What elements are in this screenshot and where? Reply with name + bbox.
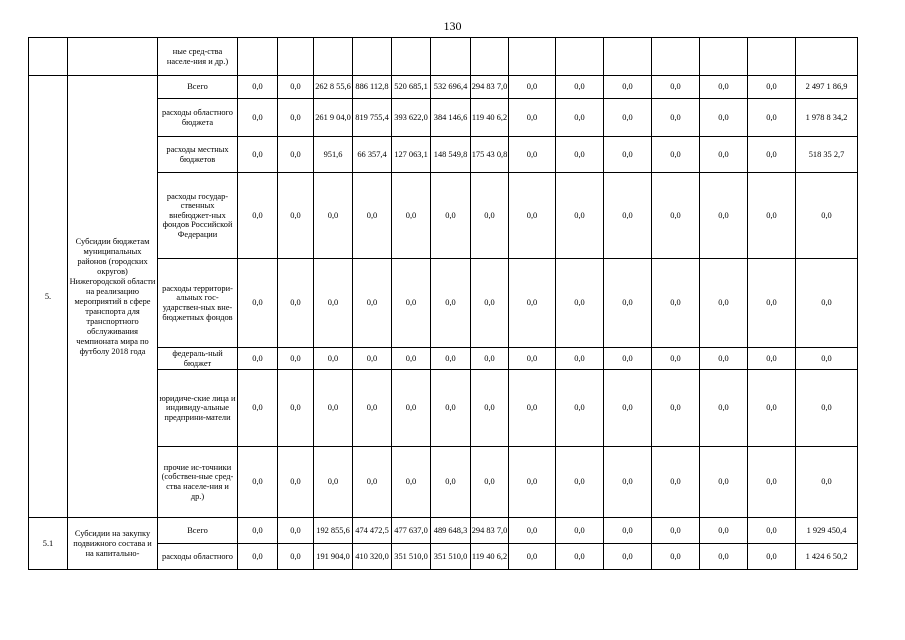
value-cell: 0,0 xyxy=(652,259,700,348)
value-cell: 0,0 xyxy=(700,447,748,518)
source-cell: расходы территори-альных гос-ударствен-ных вне-бюджетных фондов xyxy=(158,259,238,348)
value-cell: 0,0 xyxy=(353,259,392,348)
value-cell: 0,0 xyxy=(604,518,652,544)
value-cell: 0,0 xyxy=(556,259,604,348)
value-cell: 0,0 xyxy=(278,447,314,518)
source-cell: расходы областного xyxy=(158,544,238,570)
value-cell: 477 637,0 xyxy=(392,518,431,544)
value-cell: 0,0 xyxy=(238,76,278,99)
value-cell: 0,0 xyxy=(556,518,604,544)
value-cell xyxy=(431,38,471,76)
value-cell: 0,0 xyxy=(314,259,353,348)
value-cell: 0,0 xyxy=(796,259,858,348)
value-cell: 0,0 xyxy=(353,173,392,259)
value-cell: 0,0 xyxy=(278,370,314,447)
value-cell: 175 43 0,8 xyxy=(471,137,509,173)
value-cell: 351 510,0 xyxy=(431,544,471,570)
value-cell: 0,0 xyxy=(314,348,353,370)
value-cell: 0,0 xyxy=(471,447,509,518)
value-cell xyxy=(652,38,700,76)
value-cell: 0,0 xyxy=(748,348,796,370)
value-cell: 2 497 1 86,9 xyxy=(796,76,858,99)
value-cell: 0,0 xyxy=(700,544,748,570)
value-cell xyxy=(604,38,652,76)
value-cell: 0,0 xyxy=(278,137,314,173)
value-cell: 819 755,4 xyxy=(353,99,392,137)
value-cell: 0,0 xyxy=(431,370,471,447)
value-cell xyxy=(748,38,796,76)
value-cell: 0,0 xyxy=(278,544,314,570)
value-cell: 0,0 xyxy=(238,99,278,137)
value-cell: 0,0 xyxy=(796,447,858,518)
value-cell: 410 320,0 xyxy=(353,544,392,570)
value-cell: 520 685,1 xyxy=(392,76,431,99)
value-cell: 191 904,0 xyxy=(314,544,353,570)
value-cell: 0,0 xyxy=(431,348,471,370)
value-cell: 0,0 xyxy=(700,348,748,370)
value-cell: 0,0 xyxy=(509,259,556,348)
source-cell: юридиче-ские лица и индивиду-альные предприни-матели xyxy=(158,370,238,447)
value-cell: 0,0 xyxy=(700,99,748,137)
value-cell: 0,0 xyxy=(700,76,748,99)
value-cell: 0,0 xyxy=(748,99,796,137)
value-cell: 0,0 xyxy=(471,259,509,348)
value-cell: 0,0 xyxy=(392,447,431,518)
value-cell: 0,0 xyxy=(314,173,353,259)
description-cell xyxy=(68,38,158,76)
value-cell: 0,0 xyxy=(604,348,652,370)
value-cell: 0,0 xyxy=(392,348,431,370)
value-cell: 0,0 xyxy=(604,137,652,173)
value-cell: 0,0 xyxy=(748,137,796,173)
value-cell: 0,0 xyxy=(700,173,748,259)
table-row xyxy=(29,38,858,76)
value-cell: 0,0 xyxy=(471,370,509,447)
value-cell: 0,0 xyxy=(509,137,556,173)
value-cell: 294 83 7,0 xyxy=(471,518,509,544)
value-cell: 0,0 xyxy=(796,348,858,370)
value-cell: 0,0 xyxy=(748,544,796,570)
value-cell: 0,0 xyxy=(748,76,796,99)
value-cell: 0,0 xyxy=(748,447,796,518)
value-cell: 0,0 xyxy=(392,370,431,447)
value-cell: 384 146,6 xyxy=(431,99,471,137)
value-cell: 0,0 xyxy=(556,99,604,137)
value-cell: 0,0 xyxy=(238,370,278,447)
source-cell: прочие ис-точники (собствен-ные сред-ства населе-ния и др.) xyxy=(158,447,238,518)
value-cell: 0,0 xyxy=(604,173,652,259)
value-cell: 0,0 xyxy=(509,99,556,137)
value-cell: 0,0 xyxy=(652,137,700,173)
table-row xyxy=(29,518,858,544)
value-cell: 0,0 xyxy=(556,544,604,570)
value-cell: 886 112,8 xyxy=(353,76,392,99)
value-cell: 0,0 xyxy=(471,173,509,259)
value-cell: 951,6 xyxy=(314,137,353,173)
value-cell: 351 510,0 xyxy=(392,544,431,570)
value-cell xyxy=(556,38,604,76)
source-cell: ные сред-ства населе-ния и др.) xyxy=(158,38,238,76)
value-cell: 0,0 xyxy=(556,370,604,447)
value-cell: 0,0 xyxy=(471,348,509,370)
value-cell xyxy=(314,38,353,76)
value-cell: 0,0 xyxy=(652,518,700,544)
value-cell: 0,0 xyxy=(238,518,278,544)
value-cell: 518 35 2,7 xyxy=(796,137,858,173)
value-cell: 294 83 7,0 xyxy=(471,76,509,99)
value-cell: 0,0 xyxy=(748,518,796,544)
value-cell: 0,0 xyxy=(431,173,471,259)
value-cell: 0,0 xyxy=(652,76,700,99)
value-cell: 0,0 xyxy=(748,370,796,447)
value-cell: 0,0 xyxy=(238,447,278,518)
value-cell: 0,0 xyxy=(604,544,652,570)
value-cell: 0,0 xyxy=(509,544,556,570)
value-cell: 0,0 xyxy=(353,447,392,518)
value-cell: 0,0 xyxy=(238,259,278,348)
value-cell: 0,0 xyxy=(238,173,278,259)
value-cell: 0,0 xyxy=(431,259,471,348)
value-cell: 0,0 xyxy=(652,173,700,259)
index-cell xyxy=(29,38,68,76)
value-cell: 0,0 xyxy=(700,137,748,173)
value-cell: 66 357,4 xyxy=(353,137,392,173)
value-cell: 0,0 xyxy=(556,447,604,518)
value-cell: 0,0 xyxy=(509,348,556,370)
value-cell: 0,0 xyxy=(748,259,796,348)
value-cell: 261 9 04,0 xyxy=(314,99,353,137)
section-index: 5.1 xyxy=(29,518,68,570)
value-cell: 0,0 xyxy=(652,348,700,370)
value-cell: 0,0 xyxy=(509,370,556,447)
value-cell: 0,0 xyxy=(796,173,858,259)
value-cell: 0,0 xyxy=(556,137,604,173)
value-cell: 0,0 xyxy=(392,259,431,348)
value-cell: 0,0 xyxy=(238,348,278,370)
value-cell: 0,0 xyxy=(278,518,314,544)
value-cell: 127 063,1 xyxy=(392,137,431,173)
value-cell: 0,0 xyxy=(431,447,471,518)
value-cell: 1 929 450,4 xyxy=(796,518,858,544)
value-cell: 0,0 xyxy=(604,76,652,99)
value-cell: 0,0 xyxy=(556,76,604,99)
budget-table xyxy=(28,37,858,570)
source-cell: расходы государ-ственных внебюджет-ных фондов Российской Федерации xyxy=(158,173,238,259)
value-cell: 0,0 xyxy=(604,447,652,518)
table-row xyxy=(29,76,858,99)
value-cell: 0,0 xyxy=(556,348,604,370)
value-cell: 0,0 xyxy=(796,370,858,447)
value-cell: 0,0 xyxy=(238,137,278,173)
source-cell: расходы местных бюджетов xyxy=(158,137,238,173)
value-cell: 0,0 xyxy=(652,544,700,570)
value-cell: 0,0 xyxy=(556,173,604,259)
value-cell: 0,0 xyxy=(604,370,652,447)
value-cell: 0,0 xyxy=(509,518,556,544)
value-cell: 0,0 xyxy=(700,259,748,348)
section-description: Субсидии на закупку подвижного состава и на капитально- xyxy=(68,518,158,570)
page-number: 130 xyxy=(443,19,462,33)
value-cell: 0,0 xyxy=(652,99,700,137)
section-description: Субсидии бюджетам муниципальных районов (городских округов) Нижегородской области на реализацию мероприятий в сфере транспорта для транспортного обслуживания чемпионата мира по футболу 2018 года xyxy=(68,76,158,518)
value-cell: 0,0 xyxy=(392,173,431,259)
value-cell xyxy=(509,38,556,76)
value-cell: 262 8 55,6 xyxy=(314,76,353,99)
value-cell: 0,0 xyxy=(314,370,353,447)
value-cell: 0,0 xyxy=(700,370,748,447)
value-cell: 0,0 xyxy=(652,370,700,447)
value-cell: 0,0 xyxy=(238,544,278,570)
value-cell: 0,0 xyxy=(278,348,314,370)
value-cell: 192 855,6 xyxy=(314,518,353,544)
value-cell: 119 40 6,2 xyxy=(471,99,509,137)
value-cell: 0,0 xyxy=(509,76,556,99)
source-cell: федераль-ный бюджет xyxy=(158,348,238,370)
value-cell xyxy=(353,38,392,76)
value-cell: 0,0 xyxy=(748,173,796,259)
source-cell: Всего xyxy=(158,518,238,544)
value-cell: 532 696,4 xyxy=(431,76,471,99)
value-cell: 0,0 xyxy=(353,348,392,370)
value-cell: 489 648,3 xyxy=(431,518,471,544)
value-cell: 0,0 xyxy=(604,259,652,348)
section-index: 5. xyxy=(29,76,68,518)
value-cell: 119 40 6,2 xyxy=(471,544,509,570)
value-cell: 0,0 xyxy=(278,259,314,348)
value-cell: 0,0 xyxy=(700,518,748,544)
value-cell: 0,0 xyxy=(652,447,700,518)
value-cell: 1 978 8 34,2 xyxy=(796,99,858,137)
value-cell: 0,0 xyxy=(278,173,314,259)
value-cell xyxy=(392,38,431,76)
value-cell xyxy=(278,38,314,76)
value-cell: 393 622,0 xyxy=(392,99,431,137)
value-cell xyxy=(700,38,748,76)
value-cell: 0,0 xyxy=(604,99,652,137)
source-cell: расходы областного бюджета xyxy=(158,99,238,137)
value-cell: 0,0 xyxy=(278,99,314,137)
value-cell: 0,0 xyxy=(353,370,392,447)
value-cell: 0,0 xyxy=(509,447,556,518)
value-cell: 0,0 xyxy=(314,447,353,518)
value-cell: 0,0 xyxy=(509,173,556,259)
value-cell xyxy=(471,38,509,76)
value-cell xyxy=(796,38,858,76)
value-cell: 148 549,8 xyxy=(431,137,471,173)
value-cell xyxy=(238,38,278,76)
value-cell: 474 472,5 xyxy=(353,518,392,544)
value-cell: 0,0 xyxy=(278,76,314,99)
source-cell: Всего xyxy=(158,76,238,99)
value-cell: 1 424 6 50,2 xyxy=(796,544,858,570)
